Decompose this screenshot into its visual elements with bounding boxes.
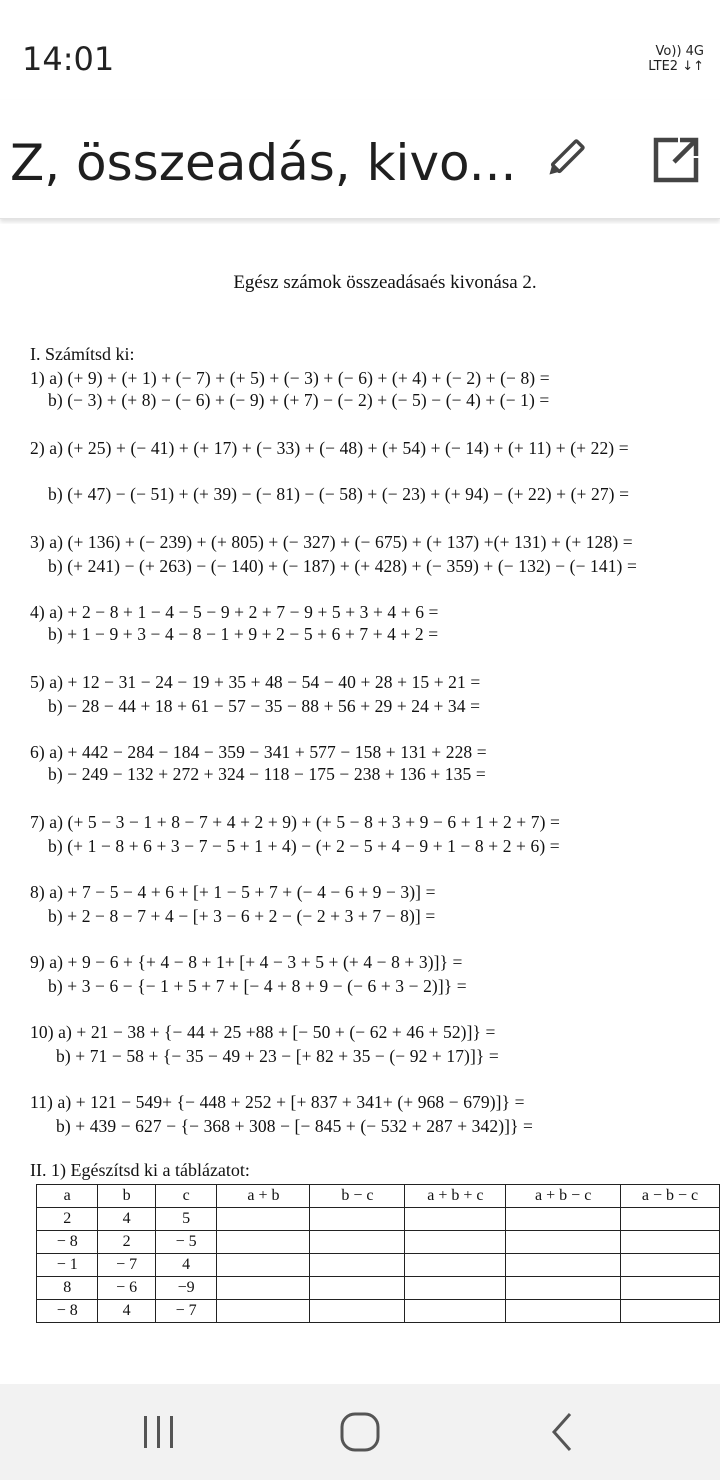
table-row xyxy=(37,1277,720,1300)
section-1-title: I. Számítsd ki: xyxy=(30,344,135,364)
table-cell: 2 xyxy=(37,1208,98,1231)
table-cell-empty xyxy=(310,1300,405,1323)
exercise-11b: b) + 439 − 627 − {− 368 + 308 − [− 845 + (− 532 + 287 + 342)]} = xyxy=(56,1116,534,1136)
table-cell-empty xyxy=(217,1208,310,1231)
open-external-button[interactable] xyxy=(648,132,704,188)
table-cell: − 8 xyxy=(37,1300,98,1323)
table-header-cell: a + b + c xyxy=(405,1185,506,1208)
exercise-2a: 2) a) (+ 25) + (− 41) + (+ 17) + (− 33) + (− 48) + (+ 54) + (− 14) + (+ 11) + (+ 22) = xyxy=(30,438,629,458)
table-cell: − 8 xyxy=(37,1231,98,1254)
table-cell-empty xyxy=(217,1231,310,1254)
table-cell-empty xyxy=(310,1208,405,1231)
recent-apps-button[interactable] xyxy=(134,1410,184,1454)
table-header-cell: c xyxy=(155,1185,217,1208)
table-cell-empty xyxy=(217,1300,310,1323)
exercise-9a: 9) a) + 9 − 6 + {+ 4 − 8 + 1+ [+ 4 − 3 + 5 + (+ 4 − 8 + 3)]} = xyxy=(30,952,463,972)
home-button[interactable] xyxy=(335,1410,385,1454)
table-cell-empty xyxy=(405,1300,506,1323)
table-cell-empty xyxy=(405,1277,506,1300)
exercise-6a: 6) a) + 442 − 284 − 184 − 359 − 341 + 577 − 158 + 131 + 228 = xyxy=(30,742,487,762)
table-cell-empty xyxy=(405,1208,506,1231)
table-cell: − 1 xyxy=(37,1254,98,1277)
table-cell: − 7 xyxy=(98,1254,155,1277)
table-header-cell: b xyxy=(98,1185,155,1208)
table-cell-empty xyxy=(621,1277,720,1300)
exercise-3a: 3) a) (+ 136) + (− 239) + (+ 805) + (− 327) + (− 675) + (+ 137) +(+ 131) + (+ 128) = xyxy=(30,532,633,552)
edit-button[interactable] xyxy=(540,134,590,184)
table-cell: − 7 xyxy=(155,1300,217,1323)
document-page xyxy=(0,224,720,1384)
exercise-10b: b) + 71 − 58 + {− 35 − 49 + 23 − [+ 82 + 35 − (− 92 + 17)]} = xyxy=(56,1046,499,1066)
table-cell: 4 xyxy=(155,1254,217,1277)
table-header-cell: a + b xyxy=(217,1185,310,1208)
table-cell-empty xyxy=(506,1277,621,1300)
table-cell-empty xyxy=(405,1254,506,1277)
table-cell-empty xyxy=(405,1231,506,1254)
table-row xyxy=(37,1254,720,1277)
back-icon xyxy=(538,1410,588,1454)
table-row xyxy=(37,1231,720,1254)
table-header-cell: a xyxy=(37,1185,98,1208)
table-cell: 5 xyxy=(155,1208,217,1231)
clock: 14:01 xyxy=(22,40,115,78)
document-heading: Egész számok összeadásaés kivonása 2. xyxy=(233,272,537,293)
table-cell-empty xyxy=(310,1254,405,1277)
navigation-bar xyxy=(0,1384,720,1480)
table-cell: −9 xyxy=(155,1277,217,1300)
table-cell-empty xyxy=(621,1300,720,1323)
signal-line-2: LTE2 ↓↑ xyxy=(648,59,704,74)
exercise-6b: b) − 249 − 132 + 272 + 324 − 118 − 175 − 238 + 136 + 135 = xyxy=(48,764,486,784)
exercise-4b: b) + 1 − 9 + 3 − 4 − 8 − 1 + 9 + 2 − 5 + 6 + 7 + 4 + 2 = xyxy=(48,624,439,644)
exercise-5b: b) − 28 − 44 + 18 + 61 − 57 − 35 − 88 + 56 + 29 + 24 + 34 = xyxy=(48,696,481,716)
table-header-cell: a + b − c xyxy=(506,1185,621,1208)
exercise-11a: 11) a) + 121 − 549+ {− 448 + 252 + [+ 837 + 341+ (+ 968 − 679)]} = xyxy=(30,1092,525,1112)
exercise-9b: b) + 3 − 6 − {− 1 + 5 + 7 + [− 4 + 8 + 9 − (− 6 + 3 − 2)]} = xyxy=(48,976,467,996)
table-cell-empty xyxy=(621,1254,720,1277)
exercise-1a: 1) a) (+ 9) + (+ 1) + (− 7) + (+ 5) + (− 3) + (− 6) + (+ 4) + (− 2) + (− 8) = xyxy=(30,368,550,388)
network-signal-icon xyxy=(632,44,712,78)
table-row xyxy=(37,1208,720,1231)
table-cell-empty xyxy=(506,1231,621,1254)
table-cell-empty xyxy=(506,1208,621,1231)
section-2-title: II. 1) Egészítsd ki a táblázatot: xyxy=(30,1160,250,1180)
exercise-2b: b) (+ 47) − (− 51) + (+ 39) − (− 81) − (− 58) + (− 23) + (+ 94) − (+ 22) + (+ 27) = xyxy=(48,484,630,504)
home-icon xyxy=(335,1410,385,1454)
exercise-5a: 5) a) + 12 − 31 − 24 − 19 + 35 + 48 − 54 − 40 + 28 + 15 + 21 = xyxy=(30,672,481,692)
table-cell-empty xyxy=(310,1277,405,1300)
table-header-row xyxy=(37,1185,720,1208)
table-cell-empty xyxy=(621,1208,720,1231)
table-cell: 4 xyxy=(98,1208,155,1231)
table-cell-empty xyxy=(217,1277,310,1300)
table-cell: − 6 xyxy=(98,1277,155,1300)
table-cell: 2 xyxy=(98,1231,155,1254)
fill-in-table xyxy=(36,1184,720,1323)
app-bar xyxy=(0,100,720,219)
table-cell-empty xyxy=(310,1231,405,1254)
exercise-3b: b) (+ 241) − (+ 263) − (− 140) + (− 187) + (+ 428) + (− 359) + (− 132) − (− 141) = xyxy=(48,556,637,576)
status-bar xyxy=(0,0,720,100)
table-cell-empty xyxy=(217,1254,310,1277)
table-cell-empty xyxy=(621,1231,720,1254)
pencil-icon xyxy=(540,134,590,184)
table-header-cell: b − c xyxy=(310,1185,405,1208)
table-row xyxy=(37,1300,720,1323)
exercise-7b: b) (+ 1 − 8 + 6 + 3 − 7 − 5 + 1 + 4) − (+ 2 − 5 + 4 − 9 + 1 − 8 + 2 + 6) = xyxy=(48,836,560,856)
exercise-4a: 4) a) + 2 − 8 + 1 − 4 − 5 − 9 + 2 + 7 − 9 + 5 + 3 + 4 + 6 = xyxy=(30,602,439,622)
exercise-7a: 7) a) (+ 5 − 3 − 1 + 8 − 7 + 4 + 2 + 9) + (+ 5 − 8 + 3 + 9 − 6 + 1 + 2 + 7) = xyxy=(30,812,560,832)
recent-apps-icon xyxy=(134,1410,184,1454)
table-header-cell: a − b − c xyxy=(621,1185,720,1208)
exercise-8b: b) + 2 − 8 − 7 + 4 − [+ 3 − 6 + 2 − (− 2 + 3 + 7 − 8)] = xyxy=(48,906,436,926)
back-button[interactable] xyxy=(538,1410,588,1454)
exercise-10a: 10) a) + 21 − 38 + {− 44 + 25 +88 + [− 50 + (− 62 + 46 + 52)]} = xyxy=(30,1022,496,1042)
exercise-1b: b) (− 3) + (+ 8) − (− 6) + (− 9) + (+ 7) − (− 2) + (− 5) − (− 4) + (− 1) = xyxy=(48,390,550,410)
table-cell: 4 xyxy=(98,1300,155,1323)
table-cell-empty xyxy=(506,1300,621,1323)
document-title: Z, összeadás, kivo... xyxy=(10,134,517,192)
exercise-8a: 8) a) + 7 − 5 − 4 + 6 + [+ 1 − 5 + 7 + (− 4 − 6 + 9 − 3)] = xyxy=(30,882,436,902)
signal-line-1: Vo)) 4G xyxy=(655,44,704,59)
table-cell: 8 xyxy=(37,1277,98,1300)
open-external-icon xyxy=(648,132,704,188)
table-cell-empty xyxy=(506,1254,621,1277)
table-cell: − 5 xyxy=(155,1231,217,1254)
